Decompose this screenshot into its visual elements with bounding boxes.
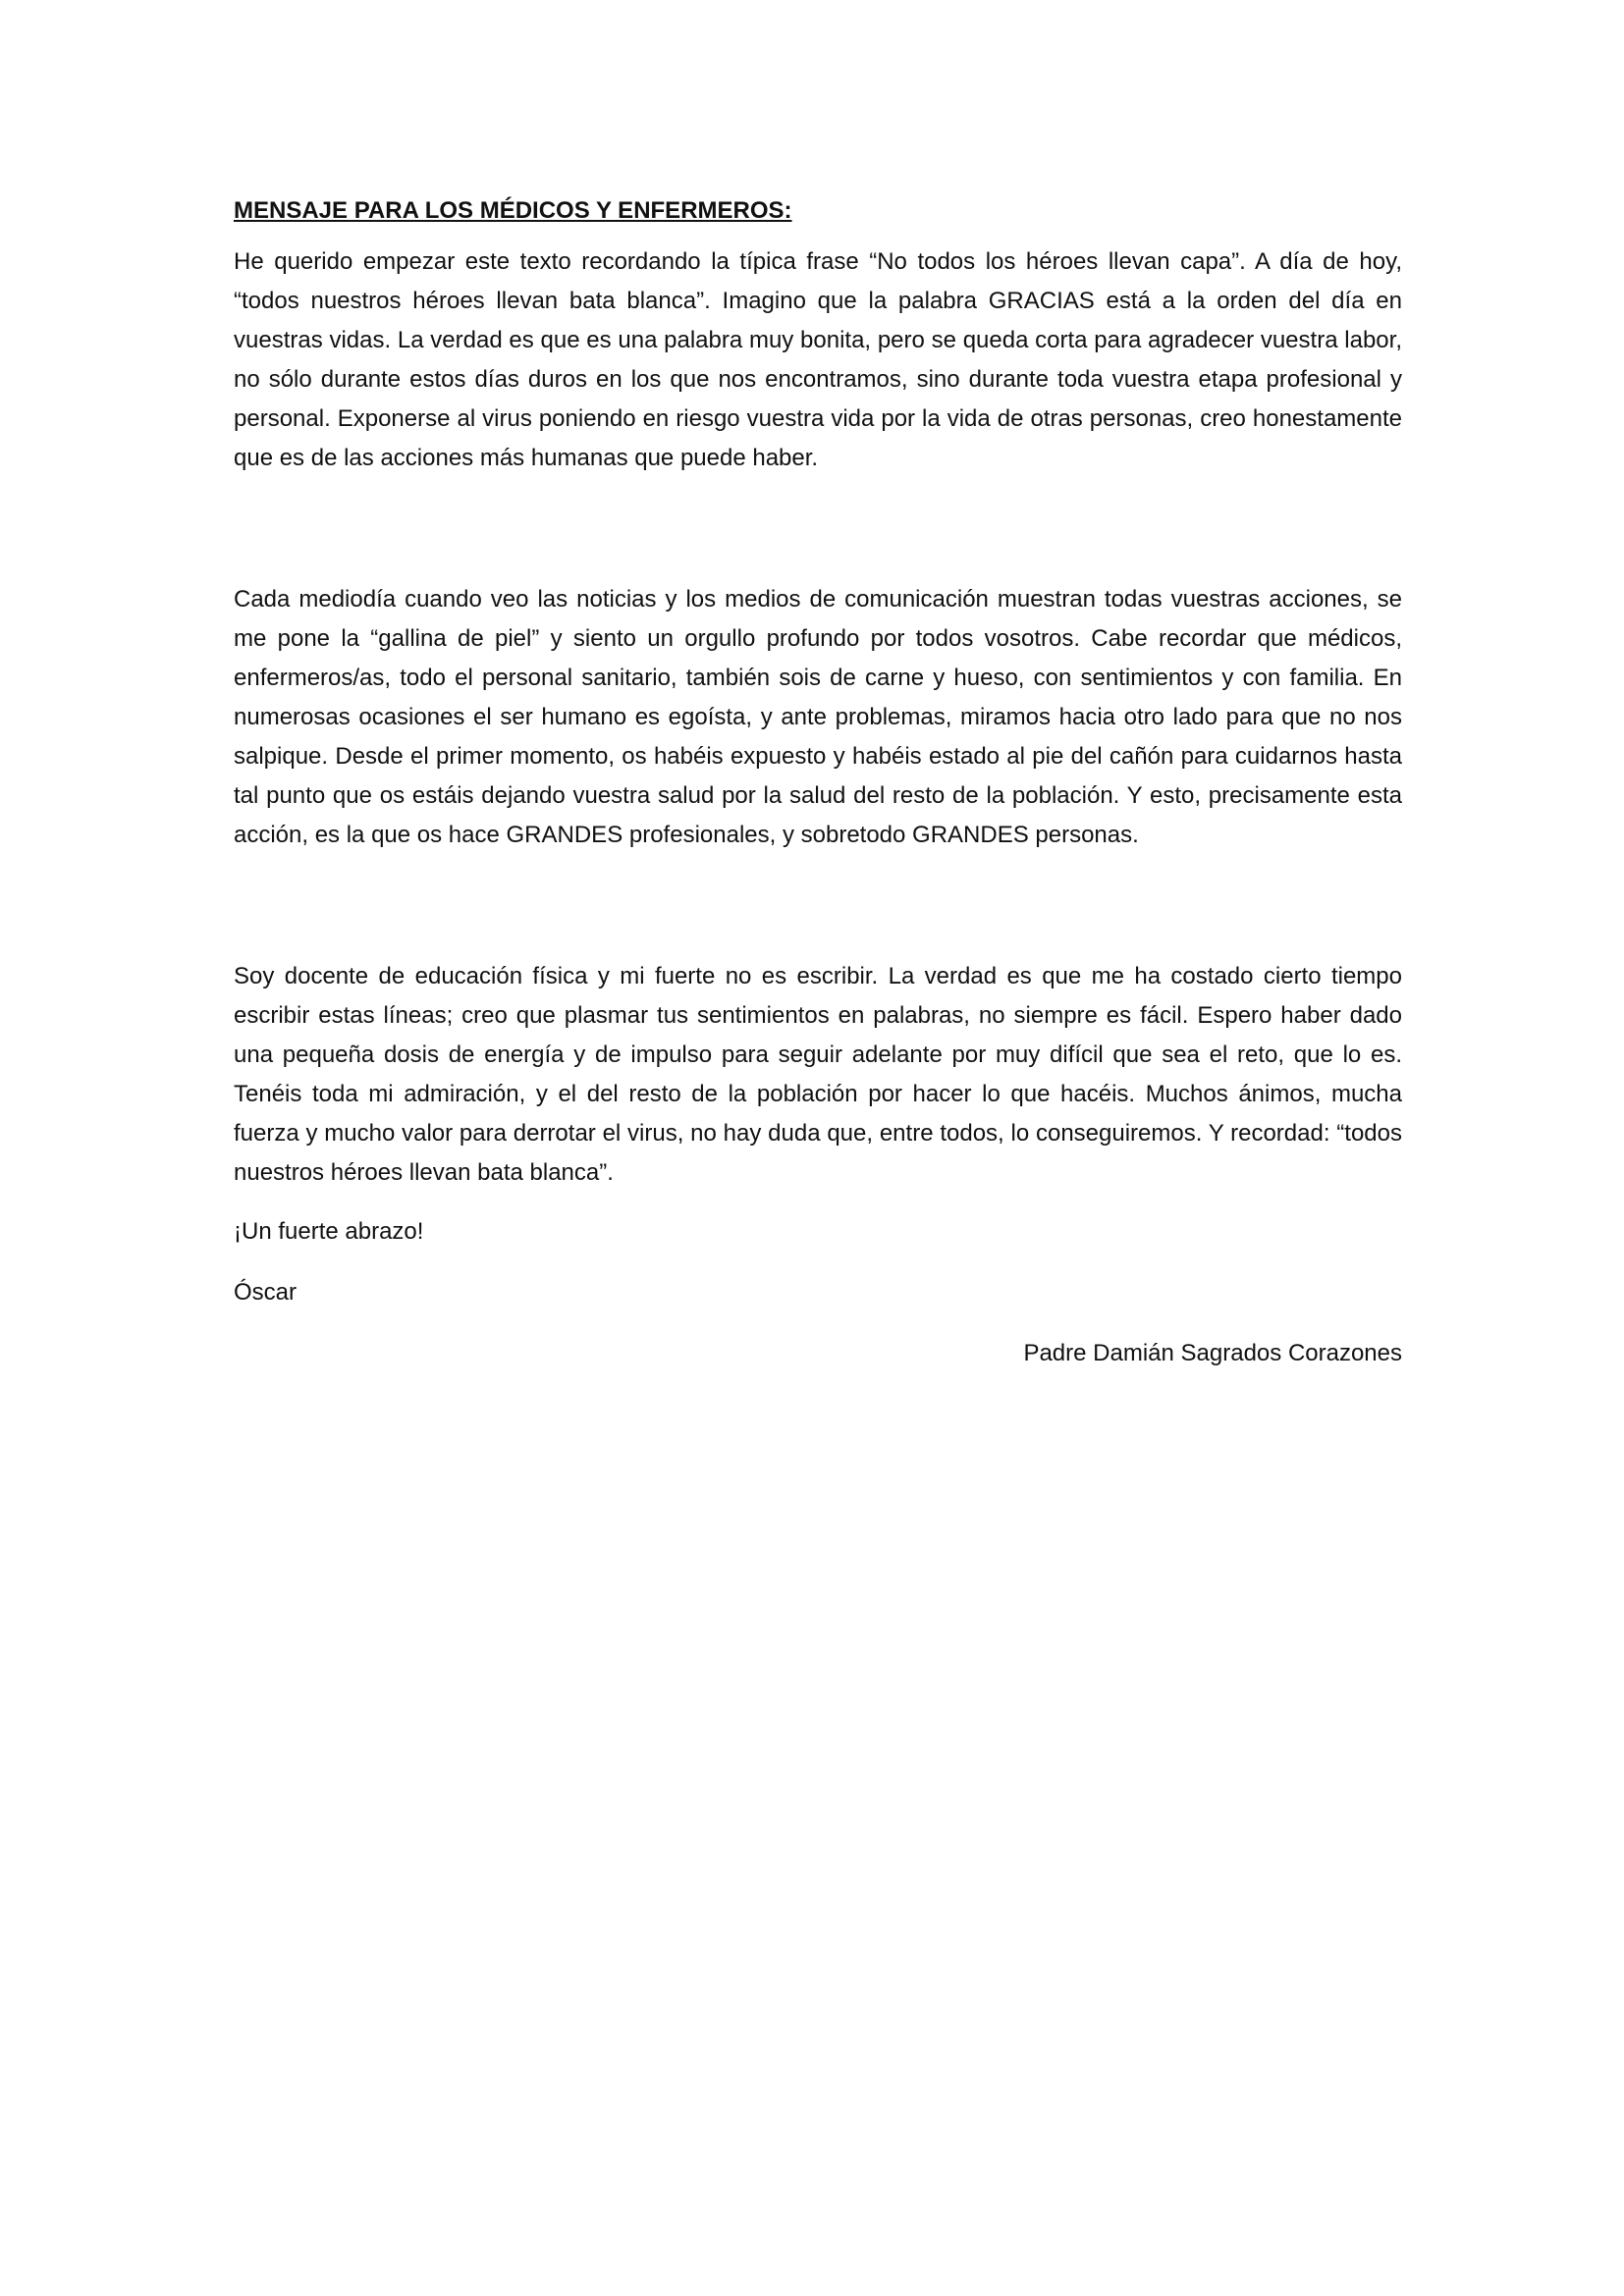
paragraph-2: Cada mediodía cuando veo las noticias y los medios de comunicación muestran todas vuestras acciones, se me pone la “gallina de piel” y siento un orgullo profundo por todos vosotros. Cabe recordar que médicos, enfermeros/as, todo el personal sanitario, también sois de carne y hueso, con sentimientos y con familia. En numerosas ocasiones el ser humano es egoísta, y ante problemas, miramos hacia otro lado para que no nos salpique. Desde el primer momento, os habéis expuesto y habéis estado al pie del cañón para cuidarnos hasta tal punto que os estáis dejando vuestra salud por la salud del resto de la población. Y esto, precisamente esta acción, es la que os hace GRANDES profesionales, y sobretodo GRANDES personas. — [234, 586, 1402, 848]
author-name: Óscar — [234, 1279, 298, 1306]
paragraph-1: He querido empezar este texto recordando la típica frase “No todos los héroes llevan capa”. A día de hoy, “todos nuestros héroes llevan bata blanca”. Imagino que la palabra GRACIAS está a la orden del día en vuestras vidas. La verdad es que es una palabra muy bonita, pero se queda corta para agradecer vuestra labor, no sólo durante estos días duros en los que nos encontramos, sino durante toda vuestra etapa profesional y personal. Exponerse al virus poniendo en riesgo vuestra vida por la vida de otras personas, creo honestamente que es de las acciones más humanas que puede haber. — [234, 248, 1402, 471]
document-title: MENSAJE PARA LOS MÉDICOS Y ENFERMEROS: — [234, 197, 792, 224]
document-page — [234, 191, 1402, 1373]
school-signature: Padre Damián Sagrados Corazones — [1023, 1340, 1402, 1366]
paragraph-3: Soy docente de educación física y mi fuerte no es escribir. La verdad es que me ha costado cierto tiempo escribir estas líneas; creo que plasmar tus sentimientos en palabras, no siempre es fácil. Espero haber dado una pequeña dosis de energía y de impulso para seguir adelante por muy difícil que sea el reto, que lo es. Tenéis toda mi admiración, y el del resto de la población por hacer lo que hacéis. Muchos ánimos, mucha fuerza y mucho valor para derrotar el virus, no hay duda que, entre todos, lo conseguiremos. Y recordad: “todos nuestros héroes llevan bata blanca”. — [234, 963, 1402, 1186]
closing-line: ¡Un fuerte abrazo! — [234, 1218, 424, 1245]
